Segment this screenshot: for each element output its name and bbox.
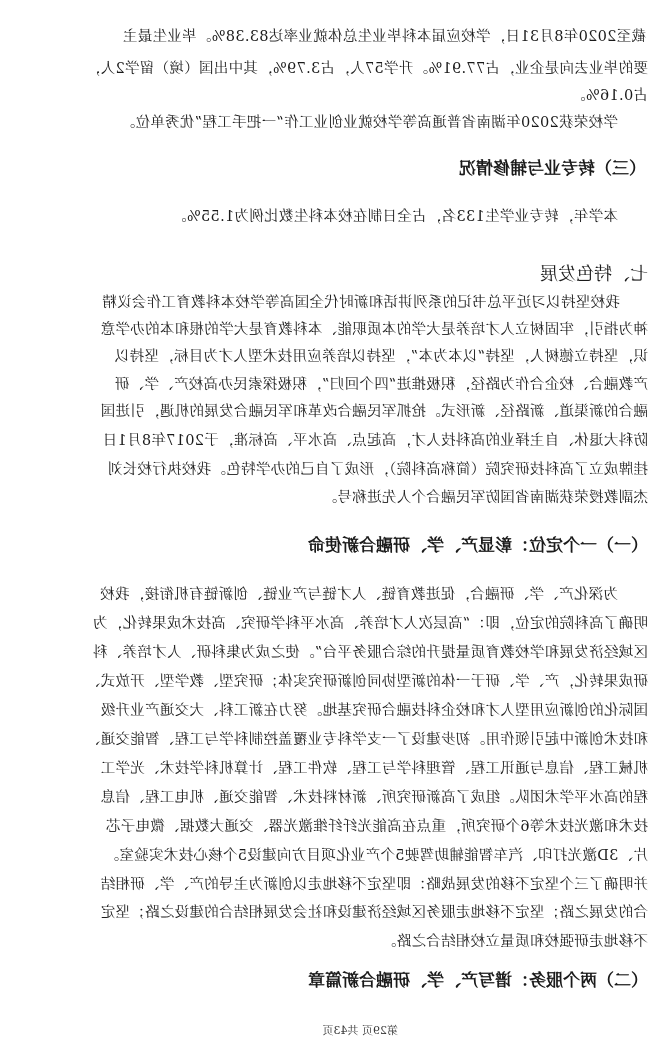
text-line: 国际化的创新应用型人才和校企科技融合研究基地。努力在新工科、大交通产业升级 <box>100 703 648 719</box>
text-line: 要的毕业去向是企业，占77.91%。升学57人，占3.79%，其中出国（境）留学2人， <box>85 61 648 77</box>
text-line: 我校坚持以习近平总书记的系列讲话和新时代全国高等学校本科教育工作会议精 <box>102 295 620 311</box>
text-line: 片、3D激光打印、汽车智能辅助驾驶5个产业化项目方向建设5个核心技术实验室。 <box>104 848 648 864</box>
text-line: 产教融合、校企合作为路径，积极推进“四个回归”，积极探索民办高校产、学、研 <box>114 377 648 393</box>
text-line: 合的发展之路；坚定不移地走服务区域经济建设和社会发展相结合的建设之路；坚定 <box>100 905 648 921</box>
page-footer: 第29页 共43页 <box>322 1024 398 1037</box>
text-line: 程的高水平学术团队。组成了高新研究所、新材料技术、智能交通、机电工程、信息 <box>100 790 648 806</box>
text-line: 区域经济发展和学校教育质量提升的综合服务平台”。使之成为集科研、人才培养、科 <box>92 645 648 661</box>
text-line: 明确了高科院的定位，即：“高层次人才培养、高水平科学研究、高技术成果转化，为 <box>92 616 648 632</box>
text-line: 本学年，转专业学生133名，占全日制在校本科生数比例为1.55%。 <box>171 209 618 225</box>
text-line: 学校荣获2020年湖南省普通高等学校就业创业工作“一把手工程”优秀单位。 <box>120 115 618 131</box>
text-line: 截至2020年8月31日，学校应届本科毕业生总体就业率达83.38%。毕业生最主 <box>122 29 646 45</box>
text-line: 融合的新渠道、新路径、新形式。抢抓军民融合改革和军民融合发展的机遇，引进国 <box>100 404 648 420</box>
text-line: 不移地走研强校和质量立校相结合之路。 <box>381 934 648 950</box>
text-line: 杰副教授荣获湖南省国防军民融合个人先进称号。 <box>322 490 648 506</box>
text-line: 和技术创新中起引领作用。初步建设了一支学科专业覆盖控制科学与工程、智能交通、 <box>85 732 648 748</box>
text-line: 防科大退休、自主择业的高科技人才，高起点、高水平、高标准，于2017年8月1日 <box>102 433 648 449</box>
text-line: 神为指引，牢固树立人才培养是大学的本质职能、本科教育是大学的根和本的办学意 <box>100 322 648 338</box>
section-heading-features: 七、特色发展 <box>540 264 648 285</box>
text-line: 技术和激光技术等6个研究所，重点在高能光纤纤维激光器、交通大数据、微电子芯 <box>105 819 648 835</box>
text-line: 占0.16%。 <box>570 88 648 104</box>
subsection-heading-two-services: （二）两个服务：谱写产、学、研融合新篇章 <box>308 971 648 991</box>
text-line: 研成果转化，产、学、研于一体的新型协同创新研究实体；研究型、教学型、开放式、 <box>85 674 648 690</box>
text-line: 机械工程、信息与通讯工程、管理科学与工程、软件工程、计算机科学技术、光学工 <box>100 761 648 777</box>
text-line: 并明确了三个坚定不移的发展战略：即坚定不移地走以创新为主导的产、学、研相结 <box>100 877 648 893</box>
text-line: 为深化产、学、研融合，促进教育链、人才链与产业链、创新链有机衔接，我校 <box>100 587 618 603</box>
text-line: 挂牌成立了高科技研究院（简称高科院），形成了自己的办学特色。我校执行校长刘 <box>107 462 648 478</box>
text-line: 识，坚持立德树人，坚持“以本为本”，坚持以培养应用技术型人才为目标，坚持以 <box>114 349 648 365</box>
subsection-heading-one-position: （一）一个定位：彰显产、学、研融合新使命 <box>308 536 648 556</box>
section-heading-transfer: （三）转专业与辅修情况 <box>459 159 646 179</box>
